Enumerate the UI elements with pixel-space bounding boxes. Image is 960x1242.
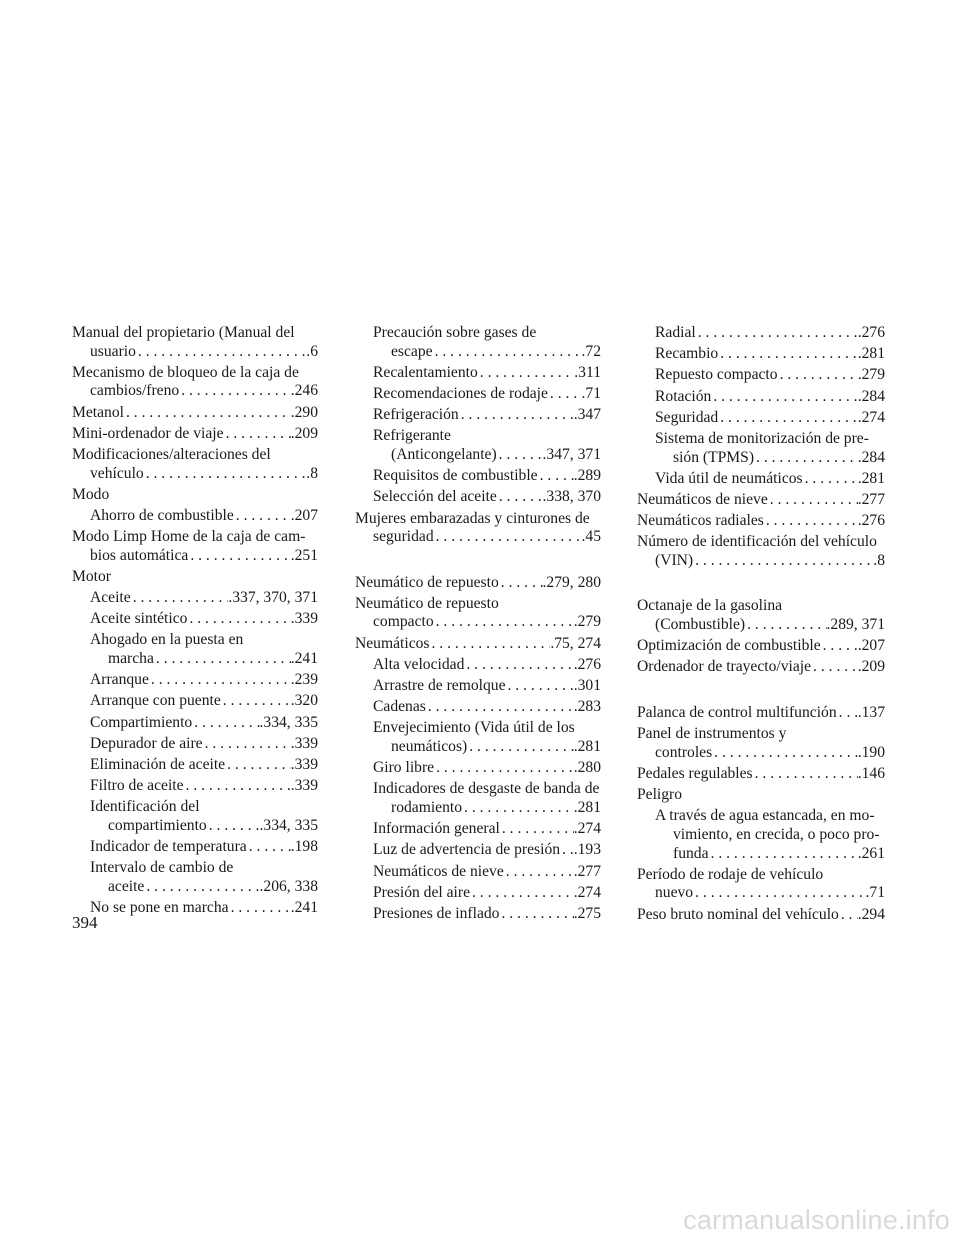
index-subentry bbox=[72, 777, 318, 796]
entry-term: rodamiento bbox=[391, 798, 463, 816]
index-subentry bbox=[637, 430, 885, 467]
index-subentry bbox=[355, 759, 601, 778]
entry-term: Neumáticos radiales bbox=[637, 512, 764, 530]
dot-leader bbox=[803, 470, 858, 489]
index-subentry bbox=[72, 507, 318, 526]
index-entry bbox=[72, 568, 318, 587]
entry-term: (Combustible) bbox=[655, 616, 746, 634]
page-reference: .72 bbox=[581, 342, 601, 360]
entry-term: Arranque con puente bbox=[90, 692, 221, 710]
dot-leader bbox=[459, 406, 574, 425]
dot-leader bbox=[467, 738, 573, 757]
dot-leader bbox=[764, 512, 858, 531]
page-reference: .207 bbox=[290, 506, 318, 524]
dot-leader bbox=[778, 366, 858, 385]
entry-text-line: Mujeres embarazadas y cinturones de bbox=[355, 509, 590, 527]
page-reference: .347, 371 bbox=[542, 445, 601, 463]
page-reference: .290 bbox=[290, 403, 318, 421]
page-reference: .339 bbox=[290, 610, 318, 628]
index-subentry bbox=[355, 324, 601, 361]
index-entry bbox=[637, 658, 885, 677]
index-subentry bbox=[355, 467, 601, 486]
index-subentry bbox=[72, 671, 318, 690]
entry-term: escape bbox=[391, 342, 433, 360]
index-subentry bbox=[355, 905, 601, 924]
entry-term: Ahorro de combustible bbox=[90, 506, 234, 524]
entry-term: Neumáticos bbox=[355, 634, 430, 652]
index-entry bbox=[637, 906, 885, 925]
index-entry bbox=[637, 637, 885, 656]
page-reference: .281 bbox=[857, 345, 885, 363]
page-reference: .283 bbox=[573, 698, 601, 716]
page-reference: .337, 370, 371 bbox=[228, 589, 318, 607]
page-reference: .311 bbox=[574, 363, 601, 381]
page-reference: .279 bbox=[573, 613, 601, 631]
dot-leader bbox=[478, 364, 575, 383]
entry-term: sión (TPMS) bbox=[673, 448, 755, 466]
dot-leader bbox=[144, 878, 259, 897]
entry-term: Ordenador de trayecto/viaje bbox=[637, 658, 812, 676]
index-subentry bbox=[637, 388, 885, 407]
dot-leader bbox=[504, 863, 574, 882]
entry-text-line: Mecanismo de bloqueo de la caja de bbox=[72, 363, 299, 381]
index-entry bbox=[637, 786, 885, 805]
page-reference: .8 bbox=[873, 551, 885, 569]
entry-term: Vida útil de neumáticos bbox=[655, 469, 803, 487]
entry-term: Arranque bbox=[90, 671, 149, 689]
entry-term: compartimiento bbox=[108, 816, 207, 834]
index-entry bbox=[637, 533, 885, 570]
index-subentry bbox=[355, 385, 601, 404]
page-reference: .261 bbox=[857, 844, 885, 862]
index-subentry bbox=[355, 427, 601, 464]
page-reference: .274 bbox=[857, 408, 885, 426]
page-number: 394 bbox=[72, 913, 98, 932]
entry-text-line: Indicadores de desgaste de banda de bbox=[373, 780, 600, 798]
index-entry bbox=[637, 512, 885, 531]
page-reference: .241 bbox=[290, 899, 318, 917]
index-subentry bbox=[72, 838, 318, 857]
index-entry bbox=[355, 510, 601, 547]
dot-leader bbox=[712, 744, 858, 763]
page-reference: .8 bbox=[306, 464, 318, 482]
index-subentry bbox=[637, 409, 885, 428]
dot-leader bbox=[188, 547, 290, 566]
dot-leader bbox=[500, 820, 574, 839]
index-entry bbox=[637, 725, 885, 762]
entry-term: cambios/freno bbox=[90, 382, 180, 400]
index-subentry bbox=[72, 610, 318, 629]
page-reference: .275 bbox=[573, 904, 601, 922]
entry-text-line: Envejecimiento (Vida útil de los bbox=[373, 719, 575, 737]
dot-leader bbox=[221, 692, 291, 711]
dot-leader bbox=[434, 613, 574, 632]
entry-text-line: Número de identificación del vehículo bbox=[637, 533, 877, 551]
entry-text-line: Intervalo de cambio de bbox=[90, 859, 234, 877]
index-entry bbox=[72, 528, 318, 565]
entry-text-line: A través de agua estancada, en mo- bbox=[655, 807, 875, 825]
entry-term: Presión del aire bbox=[373, 883, 470, 901]
index-entry bbox=[72, 486, 318, 505]
index-entry bbox=[355, 574, 601, 593]
index-subentry bbox=[355, 364, 601, 383]
entry-text-line: Identificación del bbox=[90, 798, 200, 816]
page-reference: .276 bbox=[573, 655, 601, 673]
dot-leader bbox=[229, 899, 291, 918]
dot-leader bbox=[247, 838, 291, 857]
dot-leader bbox=[696, 324, 858, 343]
entry-term: (VIN) bbox=[655, 551, 694, 569]
entry-term: neumáticos) bbox=[391, 738, 468, 755]
page-reference: .45 bbox=[581, 528, 601, 546]
dot-leader bbox=[207, 817, 260, 836]
dot-leader bbox=[718, 409, 857, 428]
dot-leader bbox=[225, 756, 291, 775]
page-reference: .347 bbox=[573, 406, 601, 424]
index-column-3 bbox=[637, 324, 885, 927]
entry-text-line: Período de rodaje de vehículo bbox=[637, 865, 824, 883]
entry-text-line: Modo Limp Home de la caja de cam- bbox=[72, 528, 306, 546]
entry-term: usuario bbox=[90, 342, 136, 360]
entry-term: Información general bbox=[373, 820, 500, 838]
entry-text-line: vimiento, en crecida, o poco pro- bbox=[673, 825, 880, 843]
entry-term: Requisitos de combustible bbox=[373, 467, 538, 485]
page-reference: .71 bbox=[581, 384, 601, 402]
page-reference: .246 bbox=[290, 382, 318, 400]
watermark: carmanualsonline.info bbox=[683, 1205, 950, 1235]
dot-leader bbox=[136, 343, 306, 362]
index-entry bbox=[637, 765, 885, 784]
entry-term: Depurador de aire bbox=[90, 734, 203, 752]
entry-term: Neumáticos de nieve bbox=[373, 862, 504, 880]
page-reference: .146 bbox=[857, 765, 885, 782]
dot-leader bbox=[462, 799, 574, 818]
entry-term: Peso bruto nominal del vehículo bbox=[637, 905, 839, 923]
entry-term: Optimización de combustible bbox=[637, 637, 821, 655]
index-entry bbox=[72, 364, 318, 401]
page-reference: .276 bbox=[857, 324, 885, 341]
page-reference: .294 bbox=[857, 905, 885, 923]
page-reference: .281 bbox=[573, 738, 601, 755]
entry-term: Pedales regulables bbox=[637, 765, 753, 782]
entry-term: No se pone en marcha bbox=[90, 899, 229, 917]
entry-term: Recambio bbox=[655, 345, 719, 363]
dot-leader bbox=[433, 343, 582, 362]
entry-term: Filtro de aceite bbox=[90, 777, 184, 795]
index-subentry bbox=[72, 631, 318, 668]
dot-leader bbox=[192, 714, 259, 733]
index-subentry bbox=[72, 714, 318, 733]
dot-leader bbox=[821, 637, 858, 656]
entry-term: Alta velocidad bbox=[373, 655, 465, 673]
entry-term: Recalentamiento bbox=[373, 363, 478, 381]
index-entry bbox=[355, 635, 601, 654]
index-entry bbox=[72, 425, 318, 444]
page-reference: .190 bbox=[857, 743, 885, 761]
index-entry bbox=[637, 491, 885, 510]
page-reference: .279 bbox=[857, 366, 885, 384]
dot-leader bbox=[203, 735, 291, 754]
index-subentry bbox=[355, 677, 601, 696]
dot-leader bbox=[693, 884, 865, 903]
dot-leader bbox=[548, 385, 582, 404]
dot-leader bbox=[718, 345, 857, 364]
entry-term: funda bbox=[673, 844, 709, 862]
page-reference: .339 bbox=[290, 734, 318, 752]
dot-leader bbox=[184, 777, 291, 796]
page-reference: .207 bbox=[857, 637, 885, 655]
entry-term: Aceite sintético bbox=[90, 610, 188, 628]
entry-term: Luz de advertencia de presión bbox=[373, 841, 561, 859]
index-subentry bbox=[637, 324, 885, 343]
index-subentry bbox=[637, 470, 885, 489]
index-entry bbox=[72, 446, 318, 483]
dot-leader bbox=[711, 388, 857, 407]
entry-term: Radial bbox=[655, 324, 696, 341]
entry-term: marcha bbox=[108, 650, 154, 668]
index-subentry bbox=[355, 488, 601, 507]
index-entry bbox=[637, 704, 885, 723]
entry-term: Aceite bbox=[90, 589, 131, 607]
index-subentry bbox=[355, 406, 601, 425]
dot-leader bbox=[179, 382, 291, 401]
entry-term: seguridad bbox=[373, 528, 434, 546]
entry-term: Metanol bbox=[72, 403, 124, 421]
dot-leader bbox=[224, 425, 291, 444]
page-reference: .334, 335 bbox=[259, 816, 318, 834]
page-reference: .281 bbox=[857, 469, 885, 487]
entry-term: Neumáticos de nieve bbox=[637, 490, 768, 508]
dot-leader bbox=[434, 528, 582, 547]
index-entry bbox=[72, 324, 318, 361]
dot-leader bbox=[693, 552, 873, 571]
index-entry bbox=[72, 404, 318, 423]
page-reference: .251 bbox=[290, 546, 318, 564]
page-reference: .320 bbox=[290, 692, 318, 710]
index-subentry bbox=[637, 807, 885, 863]
dot-leader bbox=[753, 765, 858, 784]
dot-leader bbox=[745, 616, 826, 635]
page-reference: .280 bbox=[573, 759, 601, 777]
entry-term: Cadenas bbox=[373, 698, 426, 716]
entry-text-line: Octanaje de la gasolina bbox=[637, 597, 783, 615]
dot-leader bbox=[839, 906, 858, 925]
page-reference: .206, 338 bbox=[259, 877, 318, 895]
page-reference: .71 bbox=[865, 884, 885, 902]
entry-text-line: Precaución sobre gases de bbox=[373, 324, 537, 341]
page-reference: .277 bbox=[857, 490, 885, 508]
entry-text-line: Sistema de monitorización de pre- bbox=[655, 429, 869, 447]
dot-leader bbox=[811, 658, 858, 677]
entry-term: Arrastre de remolque bbox=[373, 677, 506, 695]
entry-term: Rotación bbox=[655, 387, 712, 405]
entry-term: Selección del aceite bbox=[373, 488, 497, 506]
entry-term: Peligro bbox=[637, 786, 683, 804]
page-reference: .339 bbox=[290, 777, 318, 795]
dot-leader bbox=[538, 467, 574, 486]
entry-text-line: Manual del propietario (Manual del bbox=[72, 324, 295, 341]
entry-term: Refrigeración bbox=[373, 406, 459, 424]
dot-leader bbox=[144, 465, 307, 484]
dot-leader bbox=[131, 589, 229, 608]
dot-leader bbox=[837, 704, 858, 723]
entry-term: (Anticongelante) bbox=[391, 445, 497, 463]
dot-leader bbox=[506, 677, 574, 696]
entry-text-line: Refrigerante bbox=[373, 427, 451, 445]
index-subentry bbox=[637, 366, 885, 385]
dot-leader bbox=[709, 845, 858, 864]
entry-term: Mini-ordenador de viaje bbox=[72, 424, 224, 442]
index-subentry bbox=[355, 863, 601, 882]
page-reference: .289, 371 bbox=[826, 616, 885, 634]
entry-term: Eliminación de aceite bbox=[90, 755, 226, 773]
dot-leader bbox=[499, 574, 543, 593]
page-reference: .274 bbox=[573, 820, 601, 838]
entry-term: Neumático de repuesto bbox=[355, 573, 499, 591]
entry-text-line: Ahogado en la puesta en bbox=[90, 631, 244, 649]
index-entry bbox=[355, 595, 601, 632]
page-reference: .334, 335 bbox=[259, 713, 318, 731]
index-column-2 bbox=[355, 324, 601, 926]
entry-term: Compartimiento bbox=[90, 713, 193, 731]
entry-term: Giro libre bbox=[373, 759, 435, 777]
dot-leader bbox=[154, 650, 291, 669]
index-subentry bbox=[355, 698, 601, 717]
dot-leader bbox=[497, 446, 543, 465]
dot-leader bbox=[560, 841, 574, 860]
index-subentry bbox=[72, 735, 318, 754]
entry-term: Palanca de control multifunción bbox=[637, 704, 837, 722]
page-reference: .277 bbox=[573, 862, 601, 880]
page-reference: .338, 370 bbox=[542, 488, 601, 506]
page-reference: .279, 280 bbox=[542, 573, 601, 591]
index-subentry bbox=[355, 884, 601, 903]
dot-leader bbox=[234, 507, 291, 526]
page-reference: .301 bbox=[573, 677, 601, 695]
entry-text-line: Modificaciones/alteraciones del bbox=[72, 445, 271, 463]
index-subentry bbox=[72, 798, 318, 835]
page-reference: .75, 274 bbox=[550, 634, 601, 652]
page-reference: .289 bbox=[573, 467, 601, 485]
index-subentry bbox=[72, 859, 318, 896]
index-subentry bbox=[355, 656, 601, 675]
dot-leader bbox=[187, 610, 290, 629]
page-reference: .284 bbox=[857, 448, 885, 466]
entry-term: aceite bbox=[108, 877, 145, 895]
index-subentry bbox=[72, 589, 318, 608]
page-reference: .137 bbox=[857, 704, 885, 722]
entry-term: Motor bbox=[72, 567, 111, 585]
entry-term: vehículo bbox=[90, 464, 144, 482]
dot-leader bbox=[499, 905, 573, 924]
index-subentry bbox=[355, 820, 601, 839]
entry-term: Modo bbox=[72, 485, 110, 503]
dot-leader bbox=[426, 698, 574, 717]
index-entry bbox=[637, 597, 885, 634]
entry-term: Presiones de inflado bbox=[373, 904, 500, 922]
index-subentry bbox=[355, 780, 601, 817]
dot-leader bbox=[464, 656, 573, 675]
index-column-1 bbox=[72, 324, 318, 920]
page-reference: .209 bbox=[857, 658, 885, 676]
page-reference: .239 bbox=[290, 671, 318, 689]
page-reference: .274 bbox=[573, 883, 601, 901]
dot-leader bbox=[429, 635, 550, 654]
entry-text-line: Panel de instrumentos y bbox=[637, 725, 787, 743]
dot-leader bbox=[434, 759, 574, 778]
entry-term: bios automática bbox=[90, 546, 189, 564]
entry-term: compacto bbox=[373, 613, 434, 631]
dot-leader bbox=[754, 449, 858, 468]
index-subentry bbox=[72, 899, 318, 918]
dot-leader bbox=[124, 404, 291, 423]
page-reference: .284 bbox=[857, 387, 885, 405]
index-subentry bbox=[72, 756, 318, 775]
dot-leader bbox=[768, 491, 858, 510]
entry-term: Seguridad bbox=[655, 408, 719, 426]
entry-term: nuevo bbox=[655, 884, 694, 902]
page-reference: .6 bbox=[306, 342, 318, 360]
dot-leader bbox=[149, 671, 291, 690]
page-reference: .198 bbox=[290, 838, 318, 856]
page-reference: .339 bbox=[290, 755, 318, 773]
index-subentry bbox=[72, 692, 318, 711]
index-subentry bbox=[355, 841, 601, 860]
entry-term: Indicador de temperatura bbox=[90, 838, 247, 856]
dot-leader bbox=[497, 488, 543, 507]
index-entry bbox=[637, 866, 885, 903]
entry-term: Recomendaciones de rodaje bbox=[373, 384, 548, 402]
index-subentry bbox=[355, 719, 601, 756]
entry-term: Repuesto compacto bbox=[655, 366, 778, 384]
page-reference: .193 bbox=[573, 841, 601, 859]
dot-leader bbox=[470, 884, 574, 903]
entry-text-line: Neumático de repuesto bbox=[355, 594, 499, 612]
entry-term: controles bbox=[655, 743, 713, 761]
page-reference: .241 bbox=[290, 650, 318, 668]
page-reference: .209 bbox=[290, 424, 318, 442]
index-subentry bbox=[637, 345, 885, 364]
page-reference: .281 bbox=[573, 798, 601, 816]
page-reference: .276 bbox=[857, 512, 885, 530]
